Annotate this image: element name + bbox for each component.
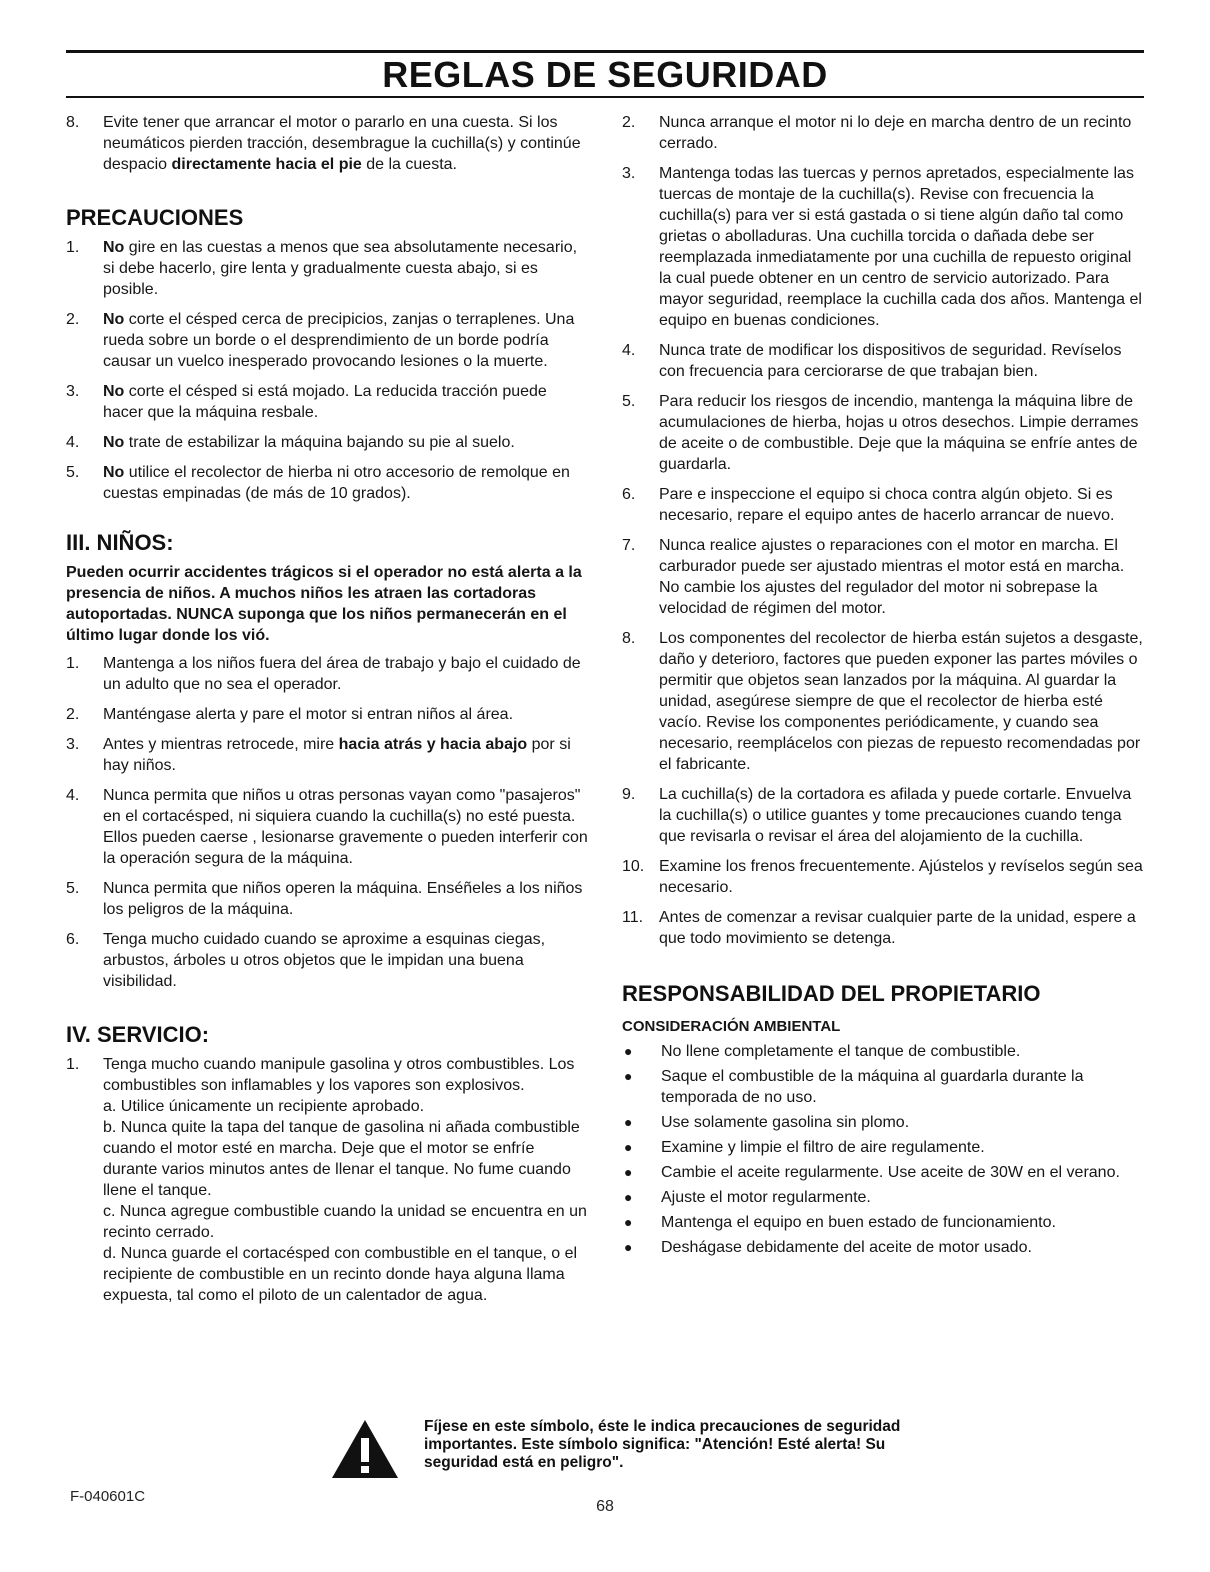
bullet-icon: ● (624, 1189, 633, 1205)
list-item (66, 309, 588, 372)
item-number: 2. (66, 706, 80, 723)
list-item (66, 1054, 588, 1306)
list-item (622, 1137, 1144, 1158)
item-text: Mantenga todas las tuercas y pernos apretados, especialmente las tuercas de montaje de la cuchilla(s). Revise con frecuencia la cuchilla(s) para ver si está gastada o si tiene algún daño tal como grietas o abolladuras. Una cuchilla torcida o dañada debe ser reemplazada inmediatamente por una cuchilla de repuesto original la cual puede obtener en un centro de servicio autorizado. Para mayor seguridad, reemplace la cuchilla cada dos años. Mantenga el equipo en buenas condiciones. (659, 165, 1142, 329)
precauciones-list (66, 237, 588, 504)
list-item (622, 1066, 1144, 1108)
sub-item: a. Utilice únicamente un recipiente aprobado. (103, 1098, 425, 1115)
item-text: Use solamente gasolina sin plomo. (661, 1114, 910, 1131)
item-text (103, 309, 588, 372)
item-text: Pare e inspeccione el equipo si choca contra algún objeto. Si es necesario, repare el equipo antes de hacerlo arrancar de nuevo. (659, 486, 1115, 524)
notice-text: Fíjese en este símbolo, éste le indica precauciones de seguridad importantes. Este símbolo significa: "Atención! Esté alerta! Su seguridad está en peligro". (424, 1418, 901, 1471)
item-number: 1. (66, 1056, 80, 1073)
section-heading-responsabilidad: RESPONSABILIDAD DEL PROPIETARIO (622, 981, 1041, 1006)
item-text: Mantenga a los niños fuera del área de trabajo y bajo el cuidado de un adulto que no sea el operador. (103, 655, 581, 693)
slope-item-list (66, 112, 588, 175)
item-text-part: Evite tener que arrancar el motor o pararlo en una cuesta. Si los neumáticos pierden tracción, desembrague la cuchilla(s) y continúe despacio (103, 114, 581, 173)
item-number: 8. (622, 630, 636, 647)
list-item (622, 784, 1144, 847)
item-text: No llene completamente el tanque de combustible. (661, 1043, 1021, 1060)
bullet-icon: ● (624, 1114, 633, 1130)
right-column (622, 112, 1144, 1262)
bullet-icon: ● (624, 1164, 633, 1180)
item-text: Deshágase debidamente del aceite de motor usado. (661, 1239, 1032, 1256)
item-text: La cuchilla(s) de la cortadora es afilada y puede cortarle. Envuelva la cuchilla(s) o utilice guantes y tome precauciones cuando tenga que revisarla o revisar el área del alojamiento de la cuchilla. (659, 786, 1132, 845)
safety-symbol-notice (330, 1418, 970, 1480)
item-number: 10. (622, 858, 645, 875)
environment-bullet-list (622, 1041, 1144, 1258)
item-text: Nunca arranque el motor ni lo deje en marcha dentro de un recinto cerrado. (659, 114, 1132, 152)
ninos-list (66, 653, 588, 992)
item-text-part: trate de estabilizar la máquina bajando su pie al suelo. (124, 434, 515, 451)
left-column (66, 112, 588, 1315)
page-title: REGLAS DE SEGURIDAD (382, 54, 828, 95)
item-text (103, 432, 588, 453)
item-number: 6. (66, 931, 80, 948)
list-item (66, 112, 588, 175)
list-item (622, 1162, 1144, 1183)
bullet-icon: ● (624, 1239, 633, 1255)
list-item (622, 391, 1144, 475)
sub-item: c. Nunca agregue combustible cuando la unidad se encuentra en un recinto cerrado. (103, 1203, 587, 1241)
item-number: 3. (622, 165, 636, 182)
sub-item-list (103, 1096, 588, 1306)
item-text: Saque el combustible de la máquina al guardarla durante la temporada de no uso. (661, 1068, 1084, 1106)
list-item (622, 163, 1144, 331)
item-number: 1. (66, 239, 80, 256)
item-text: Ajuste el motor regularmente. (661, 1189, 871, 1206)
item-text-bold: No (103, 311, 125, 328)
item-text (103, 462, 588, 504)
servicio-list (66, 1054, 588, 1306)
sub-item: b. Nunca quite la tapa del tanque de gasolina ni añada combustible cuando el motor esté en marcha. Deje que el motor se enfríe durante varios minutos antes de llenar el tanque. No fume cuando llene el tanque. (103, 1119, 580, 1199)
document-code: F-040601C (70, 1488, 146, 1505)
section-heading-ninos: III. NIÑOS: (66, 530, 174, 555)
item-text: Examine y limpie el filtro de aire regulamente. (661, 1139, 985, 1156)
item-main-text: Tenga mucho cuando manipule gasolina y otros combustibles. Los combustibles son inflamables y los vapores son explosivos. (103, 1056, 575, 1094)
item-text-part: Antes y mientras retrocede, mire (103, 736, 339, 753)
list-item (66, 462, 588, 504)
item-number: 5. (622, 393, 636, 410)
list-item (622, 484, 1144, 526)
item-text (103, 237, 588, 300)
list-item (622, 907, 1144, 949)
list-item (66, 381, 588, 423)
item-number: 6. (622, 486, 636, 503)
item-text-bold: No (103, 383, 125, 400)
item-number: 7. (622, 537, 636, 554)
item-text-part: de la cuesta. (361, 156, 457, 173)
list-item (66, 432, 588, 453)
list-item (622, 1041, 1144, 1062)
item-number: 5. (66, 880, 80, 897)
item-number: 3. (66, 736, 80, 753)
item-text: Tenga mucho cuidado cuando se aproxime a esquinas ciegas, arbustos, árboles u otros objetos que le impidan una buena visibilidad. (103, 931, 546, 990)
item-text: Manténgase alerta y pare el motor si entran niños al área. (103, 706, 514, 723)
subheading-consideracion-ambiental: CONSIDERACIÓN AMBIENTAL (622, 1018, 841, 1035)
item-text: Mantenga el equipo en buen estado de funcionamiento. (661, 1214, 1056, 1231)
item-number: 1. (66, 655, 80, 672)
list-item (622, 112, 1144, 154)
item-text: Nunca trate de modificar los dispositivos de seguridad. Revíselos con frecuencia para cerciorarse de que trabajan bien. (659, 342, 1122, 380)
item-text (103, 112, 588, 175)
list-item (622, 1112, 1144, 1133)
page-number: 68 (596, 1498, 614, 1515)
list-item (66, 929, 588, 992)
item-text: Nunca permita que niños operen la máquina. Enséñeles a los niños los peligros de la máquina. (103, 880, 583, 918)
list-item (66, 785, 588, 869)
item-number: 3. (66, 383, 80, 400)
section-heading-servicio: IV. SERVICIO: (66, 1022, 210, 1047)
list-item (622, 1237, 1144, 1258)
section-heading-precauciones: PRECAUCIONES (66, 205, 244, 230)
item-text-bold: No (103, 464, 125, 481)
list-item (66, 237, 588, 300)
title-bottom-rule (66, 96, 1144, 98)
list-item (622, 340, 1144, 382)
bullet-icon: ● (624, 1043, 633, 1059)
item-text-part: por si hay niños. (103, 736, 571, 774)
list-item (622, 535, 1144, 619)
bullet-icon: ● (624, 1214, 633, 1230)
ninos-intro: Pueden ocurrir accidentes trágicos si el operador no está alerta a la presencia de niños. A muchos niños les atraen las cortadoras autoportadas. NUNCA suponga que los niños permanecerán en el último lugar donde los vió. (66, 564, 582, 644)
item-text-bold: directamente hacia el pie (171, 156, 362, 173)
item-number: 4. (66, 434, 80, 451)
item-text: Cambie el aceite regularmente. Use aceite de 30W en el verano. (661, 1164, 1120, 1181)
bullet-icon: ● (624, 1139, 633, 1155)
item-number: 4. (66, 787, 80, 804)
item-text (103, 381, 588, 423)
item-text-bold: No (103, 434, 125, 451)
item-number: 5. (66, 464, 80, 481)
list-item (622, 1187, 1144, 1208)
warning-triangle-icon (330, 1418, 400, 1480)
list-item (622, 628, 1144, 775)
item-text: Los componentes del recolector de hierba están sujetos a desgaste, daño y deterioro, factores que pueden exponer las partes móviles o permitir que objetos sean lanzados por la máquina. Al guardar la unidad, asegúrese siempre de que el recolector de hierba esté vacío. Revise los componentes periódicamente, y cuando sea necesario, reemplácelos con piezas de repuesto recomendadas por el fabricante. (659, 630, 1143, 773)
item-text: Nunca realice ajustes o reparaciones con el motor en marcha. El carburador puede ser ajustado mientras el motor está en marcha. No cambie los ajustes del regulador del motor ni sobrepase la velocidad de régimen del motor. (659, 537, 1125, 617)
item-number: 11. (622, 909, 644, 926)
item-text: Examine los frenos frecuentemente. Ajústelos y revíselos según sea necesario. (659, 858, 1143, 896)
item-text (103, 1054, 588, 1306)
list-item (66, 653, 588, 695)
list-item (622, 856, 1144, 898)
item-text: Para reducir los riesgos de incendio, mantenga la máquina libre de acumulaciones de hierba, hojas u otros desechos. Limpie derrames de aceite o de combustible. Deje que la máquina se enfríe antes de guardarla. (659, 393, 1139, 473)
item-number: 2. (622, 114, 636, 131)
list-item (66, 704, 588, 725)
list-item (66, 734, 588, 776)
sub-item: d. Nunca guarde el cortacésped con combustible en el tanque, o el recipiente de combustible en un recinto donde haya alguna llama expuesta, tal como el piloto de un calentador de agua. (103, 1245, 578, 1304)
item-text-part: gire en las cuestas a menos que sea absolutamente necesario, si debe hacerlo, gire lenta y gradualmente cuesta abajo, si es posible. (103, 239, 578, 298)
item-number: 4. (622, 342, 636, 359)
item-text-part: utilice el recolector de hierba ni otro accesorio de remolque en cuestas empinadas (de más de 10 grados). (103, 464, 570, 502)
item-text (103, 734, 588, 776)
list-item (622, 1212, 1144, 1233)
item-number: 8. (66, 114, 80, 131)
item-number: 9. (622, 786, 636, 803)
item-text-part: corte el césped si está mojado. La reducida tracción puede hacer que la máquina resbale. (103, 383, 547, 421)
item-text-bold: hacia atrás y hacia abajo (338, 736, 528, 753)
item-text: Antes de comenzar a revisar cualquier parte de la unidad, espere a que todo movimiento se detenga. (659, 909, 1136, 947)
list-item (66, 878, 588, 920)
bullet-icon: ● (624, 1068, 633, 1084)
service-continued-list (622, 112, 1144, 949)
item-text: Nunca permita que niños u otras personas vayan como "pasajeros" en el cortacésped, ni siquiera cuando la cuchilla(s) no esté puesta. Ellos pueden caerse , lesionarse gravemente o pueden interferir con la operación segura de la máquina. (103, 787, 588, 867)
item-text-bold: No (103, 239, 125, 256)
item-number: 2. (66, 311, 80, 328)
item-text-part: corte el césped cerca de precipicios, zanjas o terraplenes. Una rueda sobre un borde o el desprendimiento de un borde podría causar un vuelco inesperado provocando lesiones o la muerte. (103, 311, 575, 370)
